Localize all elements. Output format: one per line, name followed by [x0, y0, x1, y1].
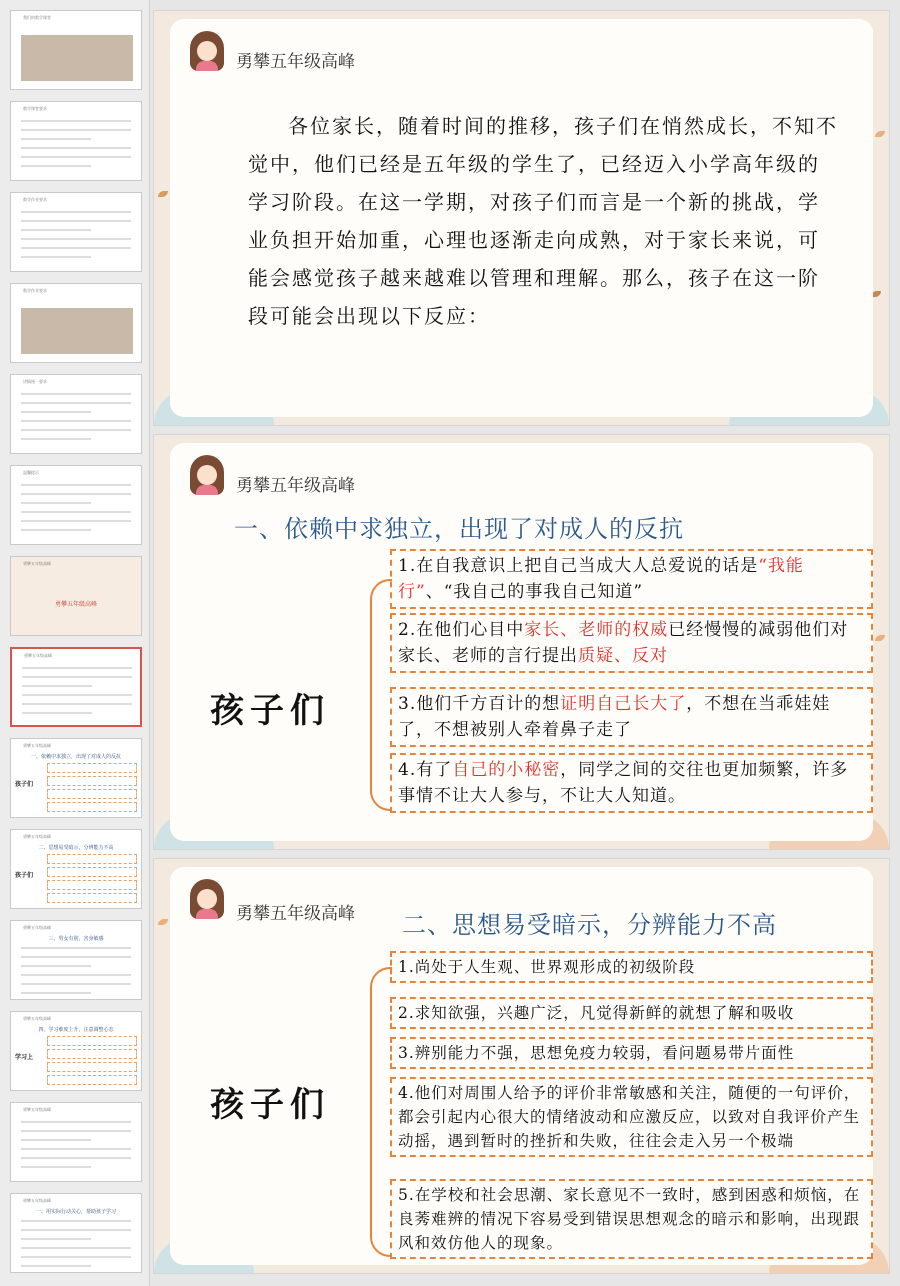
thumbnail-text-line	[21, 438, 91, 440]
thumbnail-text-line	[21, 1256, 131, 1258]
slide-card	[170, 867, 873, 1265]
thumbnail-text-line	[21, 393, 131, 395]
thumbnail-item-box	[47, 1075, 137, 1085]
leaf-decor	[158, 919, 168, 925]
reaction-item	[390, 753, 873, 813]
thumbnail-title: 数学课堂要求	[23, 106, 47, 111]
thumbnail-item-box	[47, 789, 137, 799]
slide-suggestibility[interactable]	[153, 858, 890, 1274]
avatar-girl-icon	[190, 31, 224, 71]
thumbnail-heading: 二、思想易受暗示，分辨能力不高	[38, 845, 114, 851]
item-text: ，同学之间的交往也更加频繁，许多事情不让大人参与，不让大人知道。	[398, 760, 849, 806]
subject-label: 孩子们	[210, 691, 330, 731]
item-text: 4.有了	[398, 760, 453, 780]
thumbnail-title: 数学作业要求	[23, 288, 47, 293]
thumbnail-item-box	[47, 763, 137, 773]
thumbnail-item-box	[47, 1049, 137, 1059]
thumbnail-heading: 一、依赖中求独立，出现了对成人的反抗	[30, 754, 121, 760]
slide-thumbnail-panel[interactable]	[0, 0, 150, 1286]
thumbnail-heading: 三、男女有别，害身敏感	[48, 936, 104, 942]
thumbnail-title: 勇攀五年级高峰	[23, 743, 51, 748]
thumbnail-title: 勇攀五年级高峰	[23, 1107, 51, 1112]
thumbnail-text-line	[22, 703, 132, 705]
trait-item: 5.在学校和社会思潮、家长意见不一致时，感到困惑和烦恼，在良莠难辨的情况下容易受到错误思想观念的暗示和影响，出现跟风和效仿他人的现象。	[390, 1179, 873, 1259]
thumbnail-text-line	[21, 965, 91, 967]
thumbnail-heading: 四、学习难度上升，注意调整心态	[38, 1027, 114, 1033]
thumbnail-text-line	[21, 502, 91, 504]
bracket-connector	[370, 579, 392, 811]
leaf-decor	[875, 635, 885, 641]
thumbnail-text-line	[21, 1166, 91, 1168]
item-text: 3.他们千方百计的想	[398, 694, 561, 714]
thumbnail-text-line	[21, 529, 91, 531]
thumbnail-text-line	[21, 411, 91, 413]
thumbnail-item-box	[47, 880, 137, 890]
slide-thumbnail[interactable]	[10, 1102, 142, 1182]
highlight-text: 自己的小秘密	[452, 760, 561, 780]
slide-thumbnail[interactable]	[10, 738, 142, 818]
thumbnail-text-line	[21, 1229, 131, 1231]
thumbnail-text-line	[21, 138, 91, 140]
subject-label: 孩子们	[210, 1085, 330, 1125]
thumbnail-text-line	[22, 676, 132, 678]
thumbnail-text-line	[21, 429, 131, 431]
slide-thumbnail[interactable]	[10, 1193, 142, 1273]
slide-heading: 一、依赖中求独立，出现了对成人的反抗	[234, 515, 684, 543]
slide-thumbnail[interactable]	[10, 647, 142, 727]
intro-paragraph: 各位家长，随着时间的推移，孩子们在悄然成长，不知不觉中，他们已经是五年级的学生了，已经迈入小学高年级的学习阶段。在这一学期，对孩子们而言是一个新的挑战，学业负担开始加重，心理也逐渐走向成熟，对于家长来说，可能会感觉孩子越来越难以管理和理解。那么，孩子在这一阶段可能会出现以下反应：	[248, 114, 838, 328]
trait-item: 2.求知欲强，兴趣广泛，凡觉得新鲜的就想了解和吸收	[390, 997, 873, 1029]
thumbnail-title: 数学作业要求	[23, 197, 47, 202]
thumbnail-text-line	[21, 238, 131, 240]
thumbnail-text-line	[21, 402, 131, 404]
thumbnail-heading: 一、用实际行动关心，帮助孩子学习	[35, 1209, 116, 1215]
thumbnail-text-line	[21, 956, 131, 958]
item-text: 1.在自我意识上把自己当成大人总爱说的话是	[398, 556, 759, 576]
highlight-text: 证明自己长大了	[560, 694, 687, 714]
trait-item: 1.尚处于人生观、世界观形成的初级阶段	[390, 951, 873, 983]
avatar-girl-icon	[190, 879, 224, 919]
author-label: 勇攀五年级高峰	[236, 904, 355, 924]
thumbnail-text-line	[21, 983, 131, 985]
highlight-text: “我能行”	[398, 556, 804, 602]
trait-item: 3.辨别能力不强，思想免疫力较弱，看问题易带片面性	[390, 1037, 873, 1069]
thumbnail-text-line	[21, 1265, 91, 1267]
slide-thumbnail[interactable]	[10, 556, 142, 636]
thumbnail-title: 讲稿统一要求	[23, 379, 47, 384]
thumbnail-text-line	[21, 1139, 91, 1141]
thumbnail-text-line	[21, 165, 91, 167]
item-text: 2.在他们心目中	[398, 620, 525, 640]
thumbnail-text-line	[21, 1247, 131, 1249]
thumbnail-text-line	[21, 1220, 131, 1222]
thumbnail-text-line	[21, 511, 131, 513]
slide-thumbnail[interactable]	[10, 1011, 142, 1091]
thumbnail-photo	[21, 35, 133, 81]
thumbnail-subject: 孩子们	[15, 872, 34, 879]
slide-independence[interactable]	[153, 434, 890, 850]
thumbnail-text-line	[21, 493, 131, 495]
slide-thumbnail[interactable]	[10, 101, 142, 181]
thumbnail-text-line	[21, 420, 131, 422]
thumbnail-item-box	[47, 893, 137, 903]
thumbnail-text-line	[21, 520, 131, 522]
avatar-girl-icon	[190, 455, 224, 495]
thumbnail-text-line	[21, 156, 131, 158]
slide-thumbnail[interactable]	[10, 920, 142, 1000]
thumbnail-text-line	[22, 685, 92, 687]
thumbnail-text-line	[21, 1121, 131, 1123]
thumbnail-title: 勇攀五年级高峰	[23, 1016, 51, 1021]
highlight-text: 质疑、反对	[578, 646, 668, 666]
slide-thumbnail[interactable]	[10, 829, 142, 909]
thumbnail-title: 勇攀五年级高峰	[23, 834, 51, 839]
thumbnail-item-box	[47, 1036, 137, 1046]
thumbnail-cover-title: 勇攀五年级高峰	[54, 601, 97, 608]
thumbnail-text-line	[21, 147, 131, 149]
thumbnail-title: 温馨提示	[23, 470, 39, 475]
thumbnail-text-line	[21, 974, 131, 976]
thumbnail-text-line	[22, 694, 132, 696]
thumbnail-text-line	[21, 992, 91, 994]
item-text: 已经慢慢的减弱他们对家长、老师的言行提出	[398, 620, 849, 666]
slide-intro[interactable]	[153, 10, 890, 426]
thumbnail-text-line	[21, 1157, 131, 1159]
thumbnail-text-line	[21, 1148, 131, 1150]
author-label: 勇攀五年级高峰	[236, 476, 355, 496]
slide-card	[170, 443, 873, 841]
slide-thumbnail[interactable]	[10, 374, 142, 454]
thumbnail-item-box	[47, 802, 137, 812]
thumbnail-item-box	[47, 776, 137, 786]
highlight-text: 家长、老师的权威	[524, 620, 669, 640]
bracket-connector	[370, 967, 392, 1257]
item-text: ，不想在当乖娃娃了，不想被别人牵着鼻子走了	[398, 694, 831, 740]
reaction-item	[390, 613, 873, 673]
thumbnail-subject: 学习上	[15, 1054, 34, 1061]
slide-thumbnail[interactable]	[10, 192, 142, 272]
slide-heading: 二、思想易受暗示，分辨能力不高	[402, 911, 777, 939]
slide-thumbnail[interactable]	[10, 465, 142, 545]
thumbnail-title: 我们的数学课堂	[23, 15, 51, 20]
thumbnail-title: 勇攀五年级高峰	[23, 925, 51, 930]
thumbnail-title: 勇攀五年级高峰	[24, 653, 52, 658]
trait-item: 4.他们对周围人给予的评价非常敏感和关注，随便的一句评价，都会引起内心很大的情绪波动和应激反应，以致对自我评价产生动摇，遇到暂时的挫折和失败，往往会走入另一个极端	[390, 1077, 873, 1157]
thumbnail-text-line	[21, 1130, 131, 1132]
thumbnail-item-box	[47, 1062, 137, 1072]
thumbnail-item-box	[47, 867, 137, 877]
thumbnail-text-line	[21, 247, 131, 249]
thumbnail-text-line	[21, 484, 131, 486]
reaction-item	[390, 687, 873, 747]
item-text: 、“我自己的事我自己知道”	[425, 582, 644, 602]
thumbnail-photo	[21, 308, 133, 354]
thumbnail-text-line	[21, 120, 131, 122]
reaction-item	[390, 549, 873, 609]
slide-card	[170, 19, 873, 417]
slide-thumbnail[interactable]	[10, 283, 142, 363]
thumbnail-text-line	[21, 129, 131, 131]
thumbnail-text-line	[21, 947, 131, 949]
thumbnail-text-line	[22, 712, 92, 714]
thumbnail-text-line	[21, 256, 91, 258]
thumbnail-text-line	[21, 1238, 91, 1240]
author-label: 勇攀五年级高峰	[236, 52, 355, 72]
thumbnail-title: 勇攀五年级高峰	[23, 1198, 51, 1203]
thumbnail-text-line	[21, 211, 131, 213]
leaf-decor	[875, 131, 885, 137]
thumbnail-title: 勇攀五年级高峰	[23, 561, 51, 566]
thumbnail-item-box	[47, 854, 137, 864]
thumbnail-subject: 孩子们	[15, 781, 34, 788]
slide-thumbnail[interactable]	[10, 10, 142, 90]
thumbnail-text-line	[21, 229, 91, 231]
leaf-decor	[158, 191, 168, 197]
thumbnail-text-line	[21, 220, 131, 222]
thumbnail-text-line	[22, 667, 132, 669]
